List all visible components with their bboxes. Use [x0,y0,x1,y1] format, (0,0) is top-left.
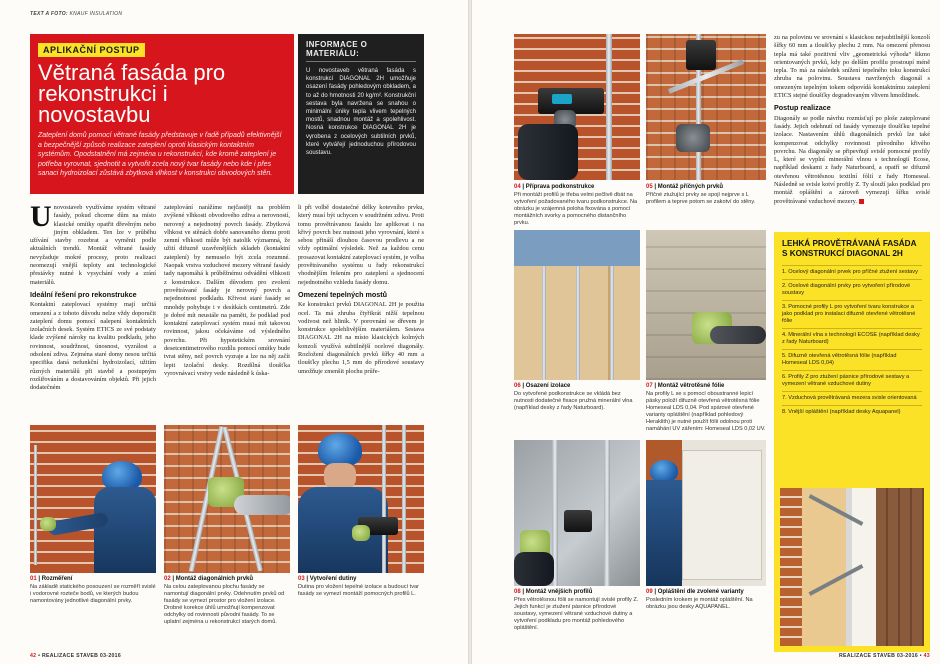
article-title: Větraná fasáda pro rekonstrukci i novostavbu [38,60,226,127]
list-item: 6. Profily Z pro ztužení pásnice přírodové sestavy a vymezení větrané vzduchové dutiny [782,370,922,391]
credit-label: TEXT A FOTO: KNAUF INSULATION [30,11,123,17]
facade-layers-list [782,265,922,419]
photo-cross-members [646,34,766,180]
list-item: 3. Pomocné profily L pro vytvoření tvaru konstrukce a jako podklad pro instalaci difuzně otevřené větrotěsné fólie [782,300,922,328]
info-box-title: INFORMACE O MATERIÁLU: [306,40,416,62]
list-item: 1. Ocelový diagonální prvek pro příčné ztužení sestavy [782,265,922,279]
photo-cladding [646,440,766,586]
photo-insulation [514,230,640,380]
subheading: Ideální řešení pro rekonstrukce [30,289,137,299]
list-item: 4. Minerální vlna s technologií ECOSE (například desky z řady Naturboard) [782,328,922,349]
photo-measuring [30,425,156,573]
end-mark [859,199,864,204]
list-item: 8. Vnější opláštění (například desky Aquapanel) [782,405,922,419]
subheading: Postup realizace [774,103,831,113]
body-column-1 [30,200,156,393]
photo-diagonal-elements [164,425,290,573]
body-paragraph: li při volbě dostatečné délky kotevního prvku, který musí být uchycen v soudržném zdivu. Proti tomu provětrávanou fasádu lze aplikovat i na křivý povrch bez nutnosti jeho vyrovnání, které s sebou přináší dlouhou časovou prodlevu a ne vždy optimální výsledek. Než za každou cenu prosazovat kontaktní zateplovací systém, je volba provětrávaného systému u řady rekonstrukcí vhodnějším řešením pro zateplení a sjednocení nejednotného vzhledu fasády domu. [298,204,424,286]
body-column-3 [298,204,424,376]
footer-left: 42 • REALIZACE STAVEB 03-2016 [30,653,122,659]
caption-01: 01 | Rozměření Na základě statického posouzení se rozměří svislé i vodorovné rozteče bodů, ve kterých budou namontovány jednotlivé diagonální prvky. [30,576,156,604]
caption-03: 03 | Vytvoření dutiny Dutina pro vložení tepelné izolace a budoucí tvar fasády se vymezí montáží pomocných profilů L. [298,576,419,597]
caption-08: 08 | Montáž vnějších profilů Přes větrotěsnou fólii se namontují svislé profily Z. Jejich funkcí je ztužení pásnice přírodové soustavy, vymezení větrané vzduchové dutiny a vytvoření podkladu pro montáž pohledového opláštění. [514,589,639,631]
caption-06: 06 | Osazení izolace Do vytvořené podkonstrukce se vkládá bez nutnosti dodatečné fixace pružná minerální vlna (například desky z řady Naturboard). [514,383,633,411]
body-paragraph: Kontaktní zateplovací systémy mají určitá omezení a z tohoto důvodu nelze vždy doporučit zateplení domu pomocí nalepení kontaktních izolačních desek. Systém ETICS ze své podstaty klade zvýšené nároky na kvalitu podkladu, jeho rovinnost, soudržnost, únosnost, vyzrálost a odsolení zdiva. Zejména staré domy nesou určitá specifika daná nefunkční hydroizolací, užitím různých materiálů při stavbě a postupným rozšiřováním a dostavováním objektů. Při jejich dodatečném [30,301,156,392]
list-item: 7. Vzduchová provětrávaná mezera svisle orientovaná [782,391,922,405]
caption-09: 09 | Opláštění dle zvolené varianty Posledním krokem je montáž opláštění. Na obrázku jsou desky AQUAPANEL. [646,589,753,610]
caption-07: 07 | Montáž větrotěsné fólie Na profily L se s pomocí oboustranné lepicí pásky položí difuzně otevřená větrotěsná fólie Homeseal LDS 0,04. Pod spárové otevřené varianty opláštění (například pohledový Heraklith) je nutné použít fólii odolnou proti namáhání UV zářením: Homeseal LDS 0,02 UV. [646,383,766,432]
left-page [0,0,468,664]
caption-05: 05 | Montáž příčných prvků Příčné ztužující prvky se spojí nejprve s L profilem a teprve potom se zakotví do stěny. [646,184,756,205]
body-paragraph: Ke konstrukci prvků DIAGONAL 2H je použita ocel. Ta má zhruba čtyřikrát nižší tepelnou vodivost než hliník. V porovnání se dřevem je konstrukce spolehlivějším materiálem. Sestava DIAGONAL 2H na místo klasických kolmých konzolí využívá subtilnější ocelové diagonály. Rozložení diagonálních prvků šířky 40 mm a tloušťky plechu 1,5 mm do přírodové soustavy umožňuje zmenšit plochu průře- [298,301,424,375]
caption-02: 02 | Montáž diagonálních prvků Na celou zateplovanou plochu fasády se namontují diagonální prvky. Odehnutím prvků od fasády se vymezí prostor pro vložení izolace. Drobné korekce úhlů umožňují kompenzovat odchylky od rovinnosti původní fasády. To se uplatní zejména u rekonstrukcí starých domů. [164,576,285,625]
hero-header [30,34,294,194]
body-column-right [774,34,930,206]
body-column-2 [164,204,290,378]
caption-04: 04 | Příprava podkonstrukce Při montáži profilů je třeba velmi pečlivě dbát na vytvoření požadovaného tvaru podkonstrukce. Na obrázku je vzájemná poloha fixována s pomocí montážních svorky a pomocného distančního prvku. [514,184,638,226]
right-page [472,0,940,664]
body-paragraph: Diagonály se podle návrhu rozmísťují po ploše zateplované fasády. Jejich odehnutí od fasády vymezuje tloušťku tepelné izolace. Nastavením úhlů diagonálních prvků lze také kompenzovat odchylky rovinnosti původního křivého povrchu. Na diagonály se připevňují svislé pomocné profily L, které se vyplní minerální vlnou s technologií Ecose, například deskami z řady Naturboard, a opatří se difuzně otevřenou větrotěsnou textilní fólií z řady Homeseal. Následně se svisle kotví profily Z. Ty slouží jako podklad pro montáž opláštění a zároveň vymezují šířku svislé provětrávané vzduchové mezery. [774,114,930,205]
body-paragraph: zateplování narážíme nejčastěji na problém zvýšené vlhkosti obvodového zdiva a nerovností, nerovný a nejednotný povrch fasády. Zbytková vlhkost ve stěnách dobře sanovaného domu proti zemní vlhkosti může být natolik významná, že užití difuzně uzavřenějších skladeb (kontaktní zateplení) by nemuselo být zcela rozumné. Naopak vrstva vzduchové mezery větrané fasády tady napomáhá k průběžnému odvádění vlhkosti z konstrukce. Dalším důvodem pro zvolení provětrávané fasády je nerovný povrch a nejednotnost podkladu. Křivost staré fasády se mnohdy pohybuje i v desítkách centimetrů. Zde je dobré mít neustále na paměti, že podklad pod kontaktní zateplovací systém musí mít takovou rovinnost, jakou očekáváme od výsledného povrchu. Při hypotetickém srovnání desetcentimetrového rozdílu pomocí omítky bude tvrat stěny, než povrch vyzraje a lze na něj začít lepit izolační desky. Rozdílná tloušťka vyrovnávací vrstvy vede následně k úska- [164,204,290,377]
facade-layers-title: LEHKÁ PROVĚTRÁVANÁ FASÁDA S KONSTRUKCÍ DIAGONAL 2H [782,239,917,258]
body-paragraph: zu na polovinu ve srovnání s klasickou nejsubtilnější konzolí šířky 60 mm a tloušťky plechu 2 mm. Na omezení přenosu tepla má také pozitivní vliv „geometrická výhoda“ šikmo orientovaných prvků, kdy po delším profilu prostoupí méně tepla. To má za následek snížení tepelného toku konstrukcí zhruba na polovinu. Soustava navržených diagonál s omezeným tepelným tokem odpovídá kontaktnímu zateplení ETICS stejné tloušťky degradovaným vlivem hmoždinek. [774,34,930,100]
section-kicker: APLIKAČNÍ POSTUP [38,43,145,57]
facade-layers-illustration [780,488,924,646]
article-lead: Zateplení domů pomocí větrané fasády představuje v řadě případů efektivnější a bezpečnější způsob realizace zateplení oproti klasickým kontaktním systémům. Opodstatnění má zejména u rekonstrukcí, kde kromě zateplení je potřeba vyrovnat, sjednotit a vytvořit zcela nový tvar fasády nebo kde i přes sanaci hydroizolací zůstává zbytková vlhkost v konstrukci obvodových stěn. [38,132,282,177]
info-box-text: U novostaveb větraná fasáda s konstrukcí DIAGONAL 2H umožňuje osazení fasády pohledovým obkladem, a to až do hmotnosti 20 kg/m². Konstrukční sestava byla navržena se snahou o minimální úniky tepla vlivem tepelných mostů, snadnou montáž a spolehlivost. Nosná konstrukce DIAGONAL 2H je vyrobena z ocelových subtilních prvků, které vytvářejí jednoduchou přírodovou soustavu. [306,68,416,157]
photo-substructure-prep [514,34,640,180]
footer-right: REALIZACE STAVEB 03-2016 • 43 [838,653,930,659]
body-paragraph: novostaveb využíváme systém větrané fasády, pokud chceme dům na místo klasické omítky opatřit dřevěným nebo jiným obkladem. Ten lze v průběhu užívání stavby rozebrat a vyměnit podle aktuálních trendů. Montáž větrané fasády nevyžaduje mokré procesy, proto realizaci neomezují vnější teploty ani technologické přestávky nutné k vysychání vody a zrání materiálů. [30,204,156,286]
list-item: 2. Ocelové diagonální prvky pro vytvoření přírodové soustavy [782,279,922,300]
subheading: Omezení tepelných mostů [298,289,388,299]
list-item: 5. Difuzně otevřená větrotěsná fólie (například Homeseal LDS 0,04) [782,349,922,370]
photo-outer-profiles [514,440,640,586]
dropcap: U [30,200,52,233]
photo-windproof-foil [646,230,766,380]
material-info-box [298,34,424,194]
photo-cavity-creation [298,425,424,573]
